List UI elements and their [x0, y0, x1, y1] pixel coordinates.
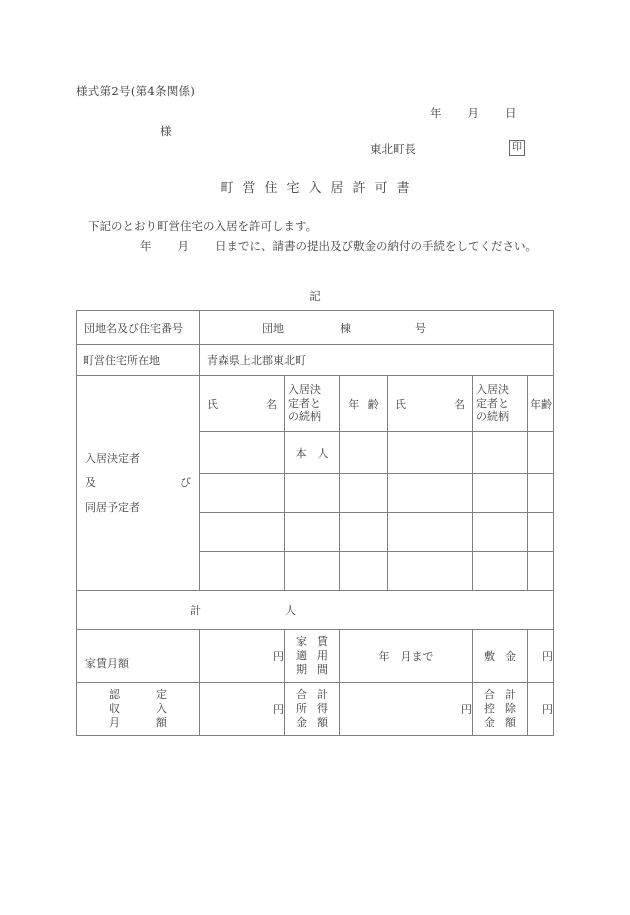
header-name-1-char-a: 氏	[207, 397, 218, 411]
danchi-label-cell	[77, 311, 200, 345]
resident-name-2-2[interactable]	[388, 474, 473, 513]
resident-name-2-1[interactable]	[388, 432, 473, 474]
header-name-2-char-a: 氏	[395, 397, 406, 411]
gross-unit: 円	[461, 703, 472, 716]
date-month-label: 月	[467, 106, 479, 120]
header-relation-1-line2: 定者と	[288, 396, 321, 410]
total-cell[interactable]	[77, 591, 554, 630]
period-label-c1-l2: 適	[296, 648, 307, 662]
income-amount-cell[interactable]	[200, 683, 285, 736]
income-label-c1-l3: 月	[109, 716, 120, 730]
location-label-cell	[77, 345, 200, 376]
resident-age-2-2[interactable]	[528, 474, 554, 513]
resident-age-2-1[interactable]	[528, 432, 554, 474]
resident-relation-2-2[interactable]	[473, 474, 528, 513]
danchi-value-number: 号	[415, 321, 426, 335]
total-label: 計	[190, 604, 201, 617]
table-row-danchi	[77, 311, 554, 345]
gross-label-c1-l1: 合	[296, 687, 307, 701]
header-name-2	[388, 376, 473, 432]
rent-period-label-cell	[285, 630, 340, 683]
income-label-c2-l1: 定	[156, 687, 167, 701]
date-year-label: 年	[430, 106, 442, 120]
resident-name-1-2[interactable]	[200, 474, 285, 513]
header-name-1	[200, 376, 285, 432]
gross-income-label	[285, 688, 339, 731]
permit-details-table	[76, 310, 554, 736]
deduction-label-c1-l3: 金	[484, 716, 495, 730]
rent-unit: 円	[273, 650, 284, 663]
period-label-c2-l2: 用	[317, 648, 328, 662]
danchi-value-estate: 団地	[262, 321, 284, 335]
resident-name-1-1[interactable]	[200, 432, 285, 474]
body-paragraph-2	[140, 238, 537, 254]
header-name-2-char-b: 名	[454, 397, 465, 411]
date-day-label: 日	[505, 106, 517, 120]
deposit-amount-cell[interactable]	[528, 630, 554, 683]
table-row-residents-header	[77, 376, 554, 432]
addressee-honorific: 様	[160, 124, 172, 138]
residents-row-label	[77, 453, 199, 514]
resident-relation-2-3[interactable]	[473, 513, 528, 552]
period-label-c2-l1: 賃	[317, 634, 328, 648]
body-paragraph-1: 下記のとおり町営住宅の入居を許可します。	[88, 219, 318, 233]
income-label-c1-l2: 収	[109, 701, 120, 715]
resident-name-1-3[interactable]	[200, 513, 285, 552]
income-label-c1-l1: 認	[109, 687, 120, 701]
deposit-label-char-b: 金	[505, 650, 516, 663]
rent-period-label	[285, 635, 339, 678]
gross-label-c1-l3: 金	[296, 716, 307, 730]
gross-income-label-cell	[285, 683, 340, 736]
deadline-month-label: 月	[177, 239, 189, 253]
header-age-1-char-a: 年	[348, 397, 360, 411]
danchi-value-building: 棟	[340, 321, 351, 335]
resident-name-2-3[interactable]	[388, 513, 473, 552]
resident-relation-1-1[interactable]: 本 人	[285, 432, 340, 474]
income-unit: 円	[273, 703, 284, 716]
header-age-1-char-b: 齢	[367, 397, 379, 411]
residents-label-line3: 同居予定者	[85, 500, 140, 514]
deduction-label-cell	[473, 683, 528, 736]
resident-age-1-2[interactable]	[340, 474, 388, 513]
deduction-label-c1-l2: 控	[484, 701, 495, 715]
deposit-unit: 円	[542, 650, 554, 663]
table-row-income	[77, 683, 554, 736]
form-number: 様式第2号(第4条関係)	[76, 84, 196, 98]
resident-name-1-4[interactable]	[200, 552, 285, 591]
resident-age-1-1[interactable]	[340, 432, 388, 474]
rent-amount-cell[interactable]	[200, 630, 285, 683]
header-name-1-char-b: 名	[266, 397, 277, 411]
residents-label-line2a: 及	[85, 476, 96, 490]
income-label-c2-l3: 額	[156, 716, 167, 730]
total-unit: 人	[285, 604, 296, 617]
header-relation-2-line3: の続柄	[476, 410, 509, 424]
resident-age-1-3[interactable]	[340, 513, 388, 552]
income-label-c2-l2: 入	[156, 701, 167, 715]
resident-relation-1-2[interactable]	[285, 474, 340, 513]
deduction-label-c2-l1: 計	[505, 687, 516, 701]
danchi-label: 団地名及び住宅番号	[84, 321, 183, 335]
resident-relation-1-3[interactable]	[285, 513, 340, 552]
period-label-c2-l3: 間	[317, 663, 328, 677]
deduction-label-c2-l2: 除	[505, 701, 516, 715]
header-relation-2-line1: 入居決	[476, 383, 509, 397]
location-value: 青森県上北郡東北町	[207, 354, 306, 367]
page-title: 町営住宅入居許可書	[220, 181, 419, 196]
deduction-label-c1-l1: 合	[484, 687, 495, 701]
gross-label-c2-l2: 得	[317, 701, 328, 715]
location-value-cell[interactable]	[200, 345, 554, 376]
header-relation-1-line3: の続柄	[288, 410, 321, 424]
resident-age-1-4[interactable]	[340, 552, 388, 591]
issue-date-line	[430, 105, 517, 121]
danchi-value-cell[interactable]	[200, 311, 554, 345]
rent-label: 家賃月額	[85, 657, 129, 670]
deduction-label-c2-l3: 額	[505, 716, 516, 730]
resident-relation-2-4[interactable]	[473, 552, 528, 591]
residents-label-line2b: び	[180, 476, 191, 490]
location-label: 町営住宅所在地	[83, 354, 160, 367]
gross-label-c1-l2: 所	[296, 701, 307, 715]
rent-label-cell	[77, 630, 200, 683]
gross-label-c2-l1: 計	[317, 687, 328, 701]
ki-mark: 記	[309, 289, 321, 303]
header-relation-1	[285, 376, 340, 432]
deposit-label-cell	[473, 630, 528, 683]
resident-age-2-3[interactable]	[528, 513, 554, 552]
income-label	[77, 688, 199, 731]
resident-name-2-4[interactable]	[388, 552, 473, 591]
issuer-name: 東北町長	[370, 142, 416, 156]
period-label-c1-l1: 家	[296, 634, 307, 648]
header-age-1	[340, 376, 388, 432]
residents-row-label-cell	[77, 376, 200, 591]
gross-label-c2-l3: 額	[317, 716, 328, 730]
deduction-unit: 円	[542, 703, 554, 716]
header-relation-1-line1: 入居決	[288, 383, 321, 397]
gross-income-amount-cell[interactable]	[340, 683, 473, 736]
period-label-c1-l3: 期	[296, 663, 307, 677]
header-relation-2-line2: 定者と	[476, 396, 509, 410]
header-relation-2	[473, 376, 528, 432]
income-label-cell	[77, 683, 200, 736]
deposit-label-char-a: 敷	[484, 650, 495, 663]
table-row-rent	[77, 630, 554, 683]
header-age-2	[528, 376, 554, 432]
seal-stamp-box: 印	[509, 140, 525, 156]
header-age-2-char-b: 齢	[541, 397, 552, 411]
residents-label-line1: 入居決定者	[85, 451, 140, 465]
rent-period-value-cell[interactable]: 年 月まで	[340, 630, 473, 683]
table-row-location	[77, 345, 554, 376]
resident-relation-1-4[interactable]	[285, 552, 340, 591]
header-age-2-char-a: 年	[530, 397, 541, 411]
table-row-total	[77, 591, 554, 630]
deduction-label	[473, 688, 527, 731]
resident-relation-2-1[interactable]	[473, 432, 528, 474]
deadline-year-label: 年	[140, 239, 152, 253]
deadline-rest-text: 日までに、請書の提出及び敷金の納付の手続をしてください。	[215, 239, 537, 253]
resident-age-2-4[interactable]	[528, 552, 554, 591]
deduction-amount-cell[interactable]	[528, 683, 554, 736]
